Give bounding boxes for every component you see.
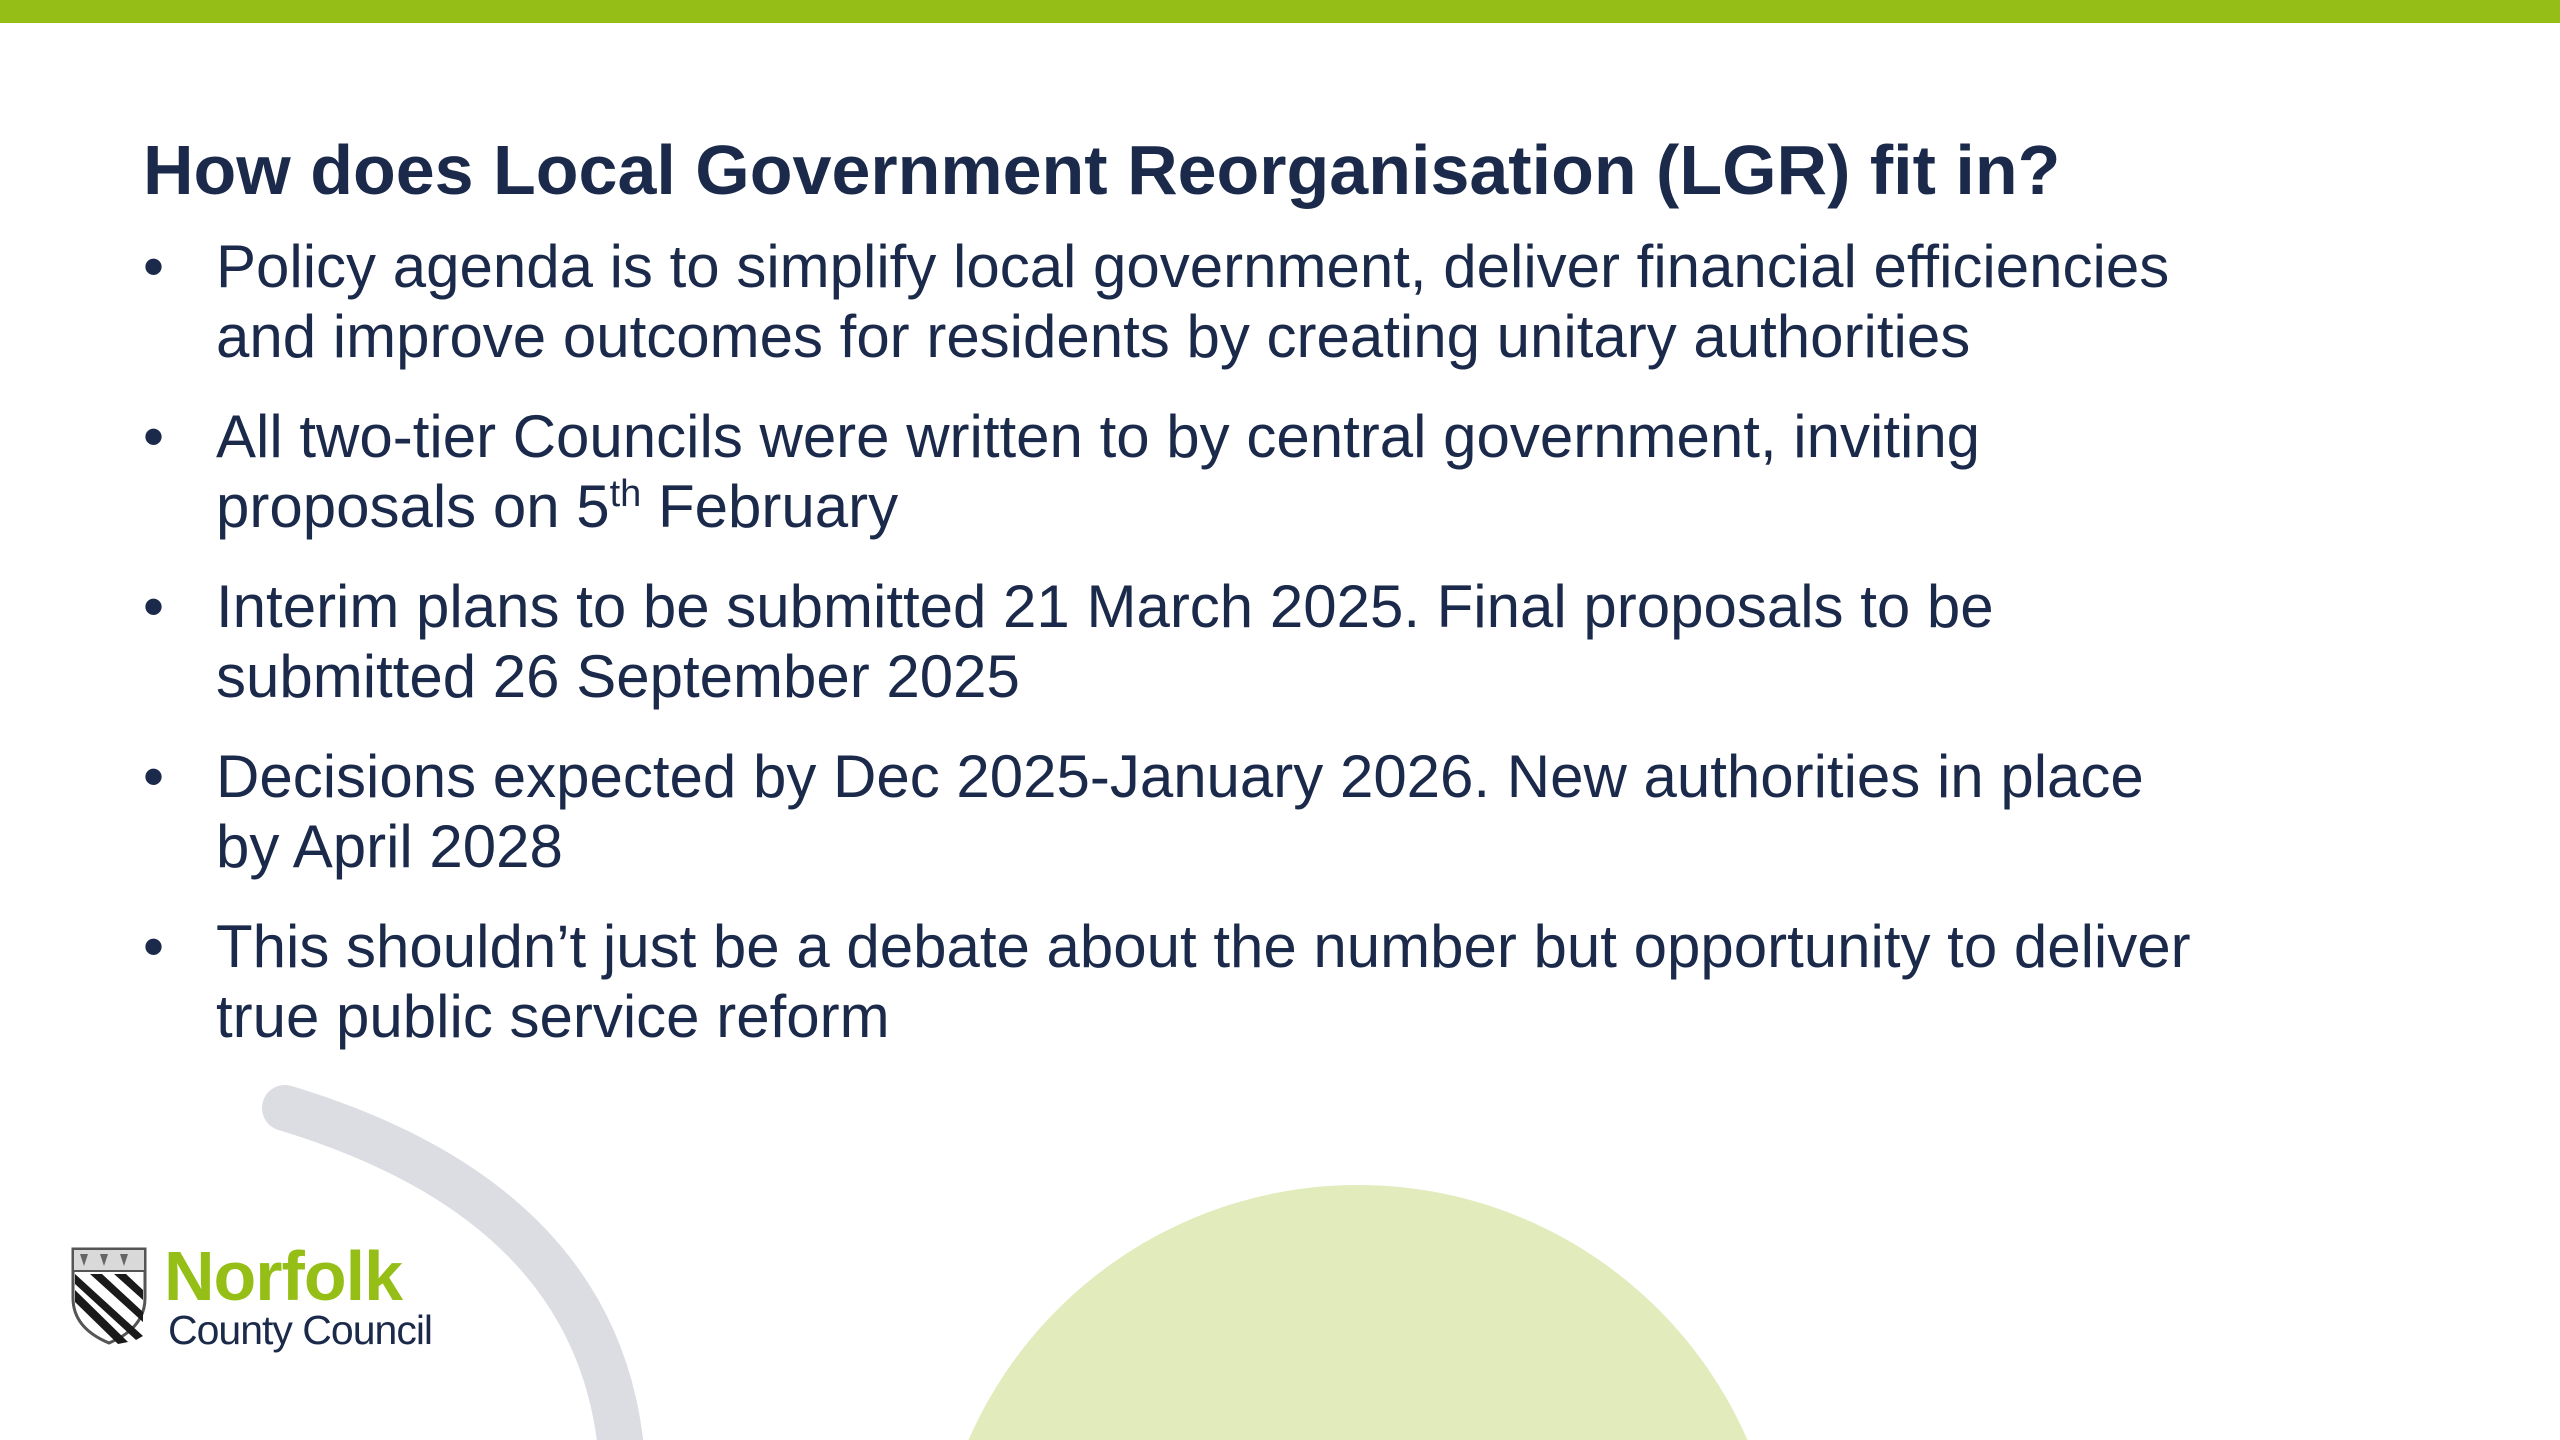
- ordinal-superscript: th: [609, 473, 642, 515]
- bullet-marker: •: [143, 233, 165, 300]
- bullet-list: [143, 232, 2193, 1082]
- bullet-item-1: [143, 232, 2193, 372]
- bullet-item-5: [143, 912, 2193, 1052]
- bullet-item-2: [143, 402, 2193, 542]
- bullet-text: [216, 403, 1980, 540]
- bullet-text-before: All two-tier Councils were written to by central government, inviting proposals on 5: [216, 403, 1981, 540]
- bullet-text: Policy agenda is to simplify local government, deliver financial efficiencies and improve outcomes for residents by creating unitary authorities: [216, 233, 2170, 370]
- logo-subtitle: County Council: [168, 1307, 433, 1353]
- logo-name: Norfolk: [164, 1237, 402, 1315]
- slide-title: How does Local Government Reorganisation (LGR) fit in?: [143, 131, 2061, 209]
- bullet-text-after: February: [641, 473, 899, 540]
- bullet-item-4: [143, 742, 2193, 882]
- bullet-text: Decisions expected by Dec 2025-January 2026. New authorities in place by April 2028: [216, 743, 2144, 880]
- bullet-marker: •: [143, 573, 165, 640]
- bullet-marker: •: [143, 403, 165, 470]
- norfolk-county-council-logo: [70, 1237, 470, 1360]
- bullet-text: This shouldn’t just be a debate about the number but opportunity to deliver true public service reform: [216, 913, 2191, 1050]
- bullet-marker: •: [143, 913, 165, 980]
- norfolk-crest-icon: [70, 1246, 148, 1346]
- bullet-text: Interim plans to be submitted 21 March 2025. Final proposals to be submitted 26 September 2025: [216, 573, 1994, 710]
- bullet-item-3: [143, 572, 2193, 712]
- light-green-circle: [933, 1185, 1783, 1440]
- bullet-marker: •: [143, 743, 165, 810]
